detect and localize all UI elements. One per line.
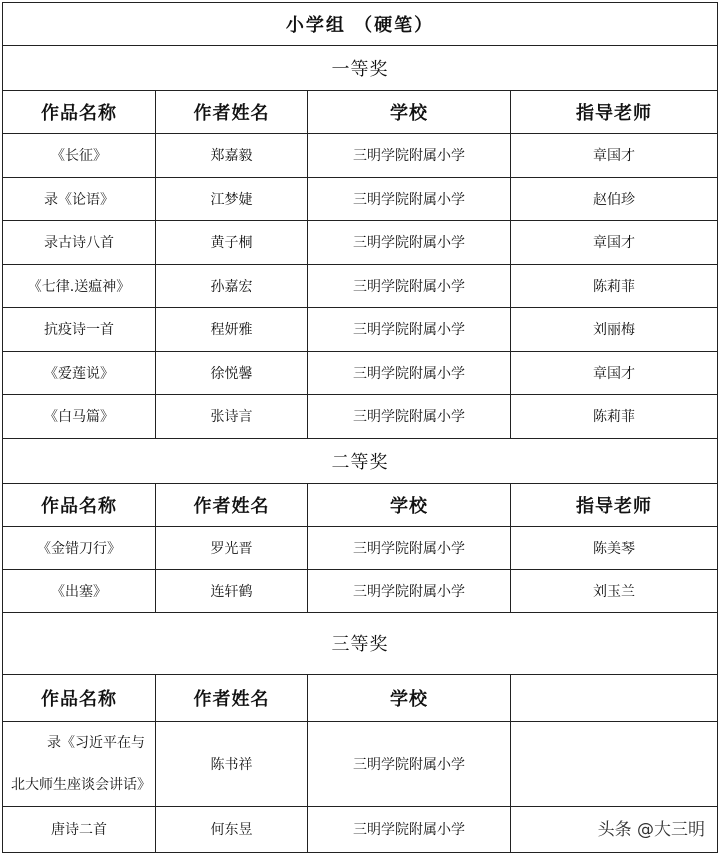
school-cell: 三明学院附属小学 xyxy=(308,308,511,352)
section-row xyxy=(3,46,718,91)
author-cell: 陈书祥 xyxy=(156,721,308,806)
table-row xyxy=(3,395,718,439)
title-row xyxy=(3,3,718,46)
school-cell: 三明学院附属小学 xyxy=(308,221,511,265)
section-title: 三等奖 xyxy=(3,612,718,674)
teacher-cell xyxy=(511,721,718,806)
author-cell: 何东昱 xyxy=(156,806,308,852)
header-row xyxy=(3,91,718,134)
school-cell: 三明学院附属小学 xyxy=(308,395,511,439)
teacher-cell: 陈莉菲 xyxy=(511,395,718,439)
teacher-cell: 赵伯珍 xyxy=(511,177,718,221)
teacher-cell: 章国才 xyxy=(511,221,718,265)
work-title-cell: 抗疫诗一首 xyxy=(3,308,156,352)
column-header: 学校 xyxy=(308,674,511,721)
teacher-cell: 章国才 xyxy=(511,134,718,178)
section-row xyxy=(3,438,718,483)
work-title-cell: 唐诗二首 xyxy=(3,806,156,852)
author-cell: 江梦婕 xyxy=(156,177,308,221)
author-cell: 张诗言 xyxy=(156,395,308,439)
header-row xyxy=(3,483,718,526)
teacher-cell: 刘丽梅 xyxy=(511,308,718,352)
teacher-cell: 章国才 xyxy=(511,351,718,395)
column-header: 作品名称 xyxy=(3,483,156,526)
author-cell: 程妍雅 xyxy=(156,308,308,352)
author-cell: 郑嘉毅 xyxy=(156,134,308,178)
column-header: 作者姓名 xyxy=(156,674,308,721)
section-row xyxy=(3,612,718,674)
table-row xyxy=(3,308,718,352)
column-header: 学校 xyxy=(308,91,511,134)
work-title-cell: 录古诗八首 xyxy=(3,221,156,265)
table-row xyxy=(3,264,718,308)
column-header: 指导老师 xyxy=(511,483,718,526)
school-cell: 三明学院附属小学 xyxy=(308,806,511,852)
work-title-cell: 录《论语》 xyxy=(3,177,156,221)
school-cell: 三明学院附属小学 xyxy=(308,569,511,612)
school-cell: 三明学院附属小学 xyxy=(308,177,511,221)
teacher-cell: 陈莉菲 xyxy=(511,264,718,308)
author-cell: 连轩鹤 xyxy=(156,569,308,612)
table-row xyxy=(3,351,718,395)
teacher-cell: 陈美琴 xyxy=(511,526,718,569)
school-cell: 三明学院附属小学 xyxy=(308,721,511,806)
table-row xyxy=(3,526,718,569)
header-row xyxy=(3,674,718,721)
award-table xyxy=(2,2,718,853)
watermark: 头条 @大三明 xyxy=(597,820,705,840)
school-cell: 三明学院附属小学 xyxy=(308,526,511,569)
table-row xyxy=(3,177,718,221)
author-cell: 孙嘉宏 xyxy=(156,264,308,308)
table-row xyxy=(3,221,718,265)
school-cell: 三明学院附属小学 xyxy=(308,264,511,308)
column-header: 作者姓名 xyxy=(156,483,308,526)
table-title: 小学组 （硬笔） xyxy=(3,3,718,46)
work-title-cell: 《长征》 xyxy=(3,134,156,178)
teacher-cell: 刘玉兰 xyxy=(511,569,718,612)
work-title-cell: 《爱莲说》 xyxy=(3,351,156,395)
author-cell: 罗光晋 xyxy=(156,526,308,569)
section-title: 二等奖 xyxy=(3,438,718,483)
table-row xyxy=(3,569,718,612)
school-cell: 三明学院附属小学 xyxy=(308,134,511,178)
column-header: 指导老师 xyxy=(511,91,718,134)
work-title-cell: 《出塞》 xyxy=(3,569,156,612)
work-title-cell: 《金错刀行》 xyxy=(3,526,156,569)
work-title-cell: 录《习近平在与北大师生座谈会讲话》 xyxy=(3,721,156,806)
column-header: 作者姓名 xyxy=(156,91,308,134)
column-header: 作品名称 xyxy=(3,674,156,721)
section-title: 一等奖 xyxy=(3,46,718,91)
table-row xyxy=(3,134,718,178)
column-header: 学校 xyxy=(308,483,511,526)
column-header: 作品名称 xyxy=(3,91,156,134)
work-title-cell: 《七律.送瘟神》 xyxy=(3,264,156,308)
table-row xyxy=(3,721,718,806)
work-title-cell: 《白马篇》 xyxy=(3,395,156,439)
column-header xyxy=(511,674,718,721)
author-cell: 黄子桐 xyxy=(156,221,308,265)
school-cell: 三明学院附属小学 xyxy=(308,351,511,395)
author-cell: 徐悦馨 xyxy=(156,351,308,395)
